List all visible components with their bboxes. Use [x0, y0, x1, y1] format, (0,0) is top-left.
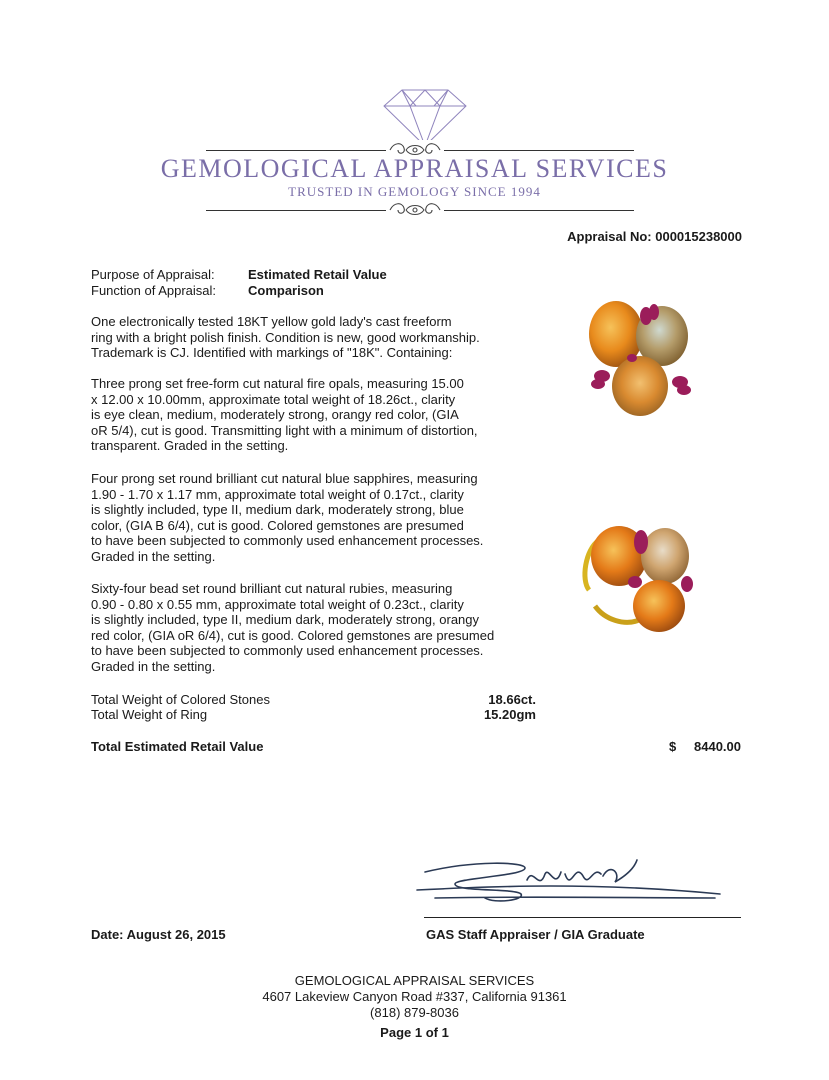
function-label: Function of Appraisal: — [91, 283, 217, 298]
diamond-icon — [380, 88, 470, 148]
appraisal-date: Date: August 26, 2015 — [91, 927, 226, 942]
ring-photo-top — [580, 292, 700, 422]
rubies-paragraph: Sixty-four bead set round brilliant cut natural rubies, measuring 0.90 - 0.80 x 0.55 mm, approximate total weight of 0.23ct., clarity is slightly included, type II, medium dark, moderately strong, orangy red color, (GIA oR 6/4), cut is good. Colored gemstones are presumed to have been subjected to commonly used enhancement processes. Graded in the setting. — [91, 581, 495, 674]
ring-weight-label: Total Weight of Ring — [91, 707, 208, 722]
appraiser-title: GAS Staff Appraiser / GIA Graduate — [426, 927, 645, 942]
appraisal-number: Appraisal No: 000015238000 — [567, 229, 742, 244]
colored-stones-value: 18.66ct. — [488, 692, 536, 707]
function-value: Comparison — [248, 283, 324, 298]
retail-value: 8440.00 — [694, 739, 741, 754]
company-tagline: TRUSTED IN GEMOLOGY SINCE 1994 — [288, 184, 541, 199]
footer-company: GEMOLOGICAL APPRAISAL SERVICES — [294, 973, 535, 988]
ornament-bottom-icon — [386, 200, 444, 220]
footer-phone: (818) 879-8036 — [370, 1005, 459, 1020]
ring-weight-value: 15.20gm — [483, 707, 536, 722]
signature-icon — [415, 852, 725, 914]
sapphires-paragraph: Four prong set round brilliant cut natural blue sapphires, measuring 1.90 - 1.70 x 1.17 mm, approximate total weight of 0.17ct., clarity is slightly included, type II, medium dark, moderately strong, blue color, (GIA B 6/4), cut is good. Colored gemstones are presumed to have been subjected to commonly used enhancement processes. Graded in the setting. — [91, 471, 484, 564]
colored-stones-label: Total Weight of Colored Stones — [91, 692, 270, 707]
currency-symbol: $ — [669, 739, 677, 754]
page-number: Page 1 of 1 — [380, 1025, 449, 1040]
purpose-label: Purpose of Appraisal: — [91, 267, 215, 282]
retail-value-label: Total Estimated Retail Value — [91, 739, 264, 754]
purpose-value: Estimated Retail Value — [248, 267, 387, 282]
intro-paragraph: One electronically tested 18KT yellow gold lady's cast freeform ring with a bright polish finish. Condition is new, good workmanship. Trademark is CJ. Identified with markings of "18K". Containing: — [91, 314, 480, 361]
ring-photo-angled — [575, 510, 705, 640]
opals-paragraph: Three prong set free-form cut natural fire opals, measuring 15.00 x 12.00 x 10.00mm, approximate total weight of 18.26ct., clarity is eye clean, medium, moderately strong, orangy red color, (GIA oR 5/4), cut is good. Transmitting light with a minimum of distortion, transparent. Graded in the setting. — [91, 376, 478, 454]
footer-address: 4607 Lakeview Canyon Road #337, California 91361 — [262, 989, 567, 1004]
signature-line — [424, 917, 741, 918]
company-name: GEMOLOGICAL APPRAISAL SERVICES — [160, 154, 669, 183]
